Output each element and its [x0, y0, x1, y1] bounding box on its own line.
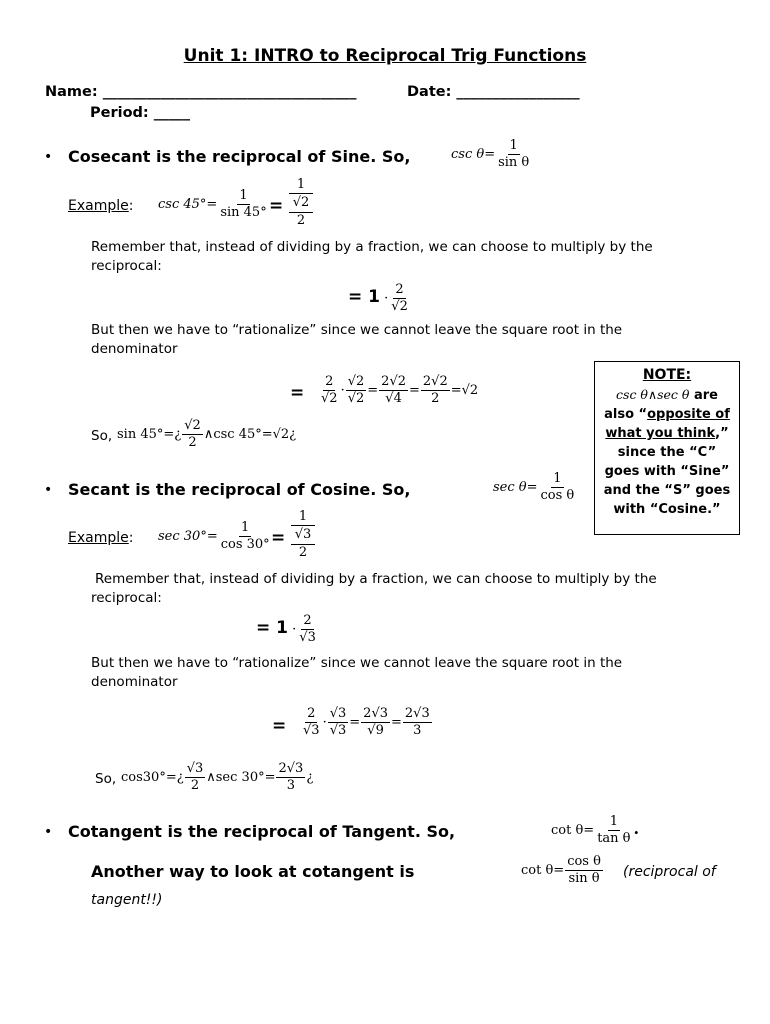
- cot-alt-definition: [521, 854, 604, 887]
- sec-def-num: 1: [553, 471, 562, 486]
- sec-mult-dot: ·: [292, 622, 297, 637]
- csc-mult-dot: ·: [384, 291, 389, 306]
- sec-rat-f1-den: √3: [303, 723, 320, 738]
- sec-rat-f3-den: √9: [367, 723, 384, 738]
- csc-ex-lhs: csc 45°=: [158, 197, 218, 212]
- csc-rat-e2: =: [409, 383, 420, 398]
- sec-mult-eq: = 1: [256, 618, 288, 638]
- csc-ex-num: 1: [239, 188, 248, 203]
- cot-tangent-note: tangent!!): [91, 892, 163, 908]
- csc-ex-den: sin 45°: [220, 205, 267, 220]
- cot-def-lhs: cot θ=: [551, 823, 595, 838]
- sec-rat-f4-num: 2√3: [404, 706, 430, 721]
- note-heading: NOTE:: [642, 367, 692, 383]
- sec-rat-f2-num: √3: [329, 706, 347, 721]
- sec-def-lhs: sec θ=: [493, 480, 538, 495]
- cot-alt-lhs: cot θ=: [521, 863, 565, 878]
- csc-so-den: 2: [188, 435, 197, 450]
- name-field-label: Name: ___________________________________: [45, 84, 357, 100]
- csc-example-colon: :: [128, 198, 134, 214]
- csc-def-lhs: csc θ=: [451, 147, 496, 162]
- csc-rationalize-text: But then we have to “rationalize” since we cannot leave the square root in the denominator: [91, 322, 623, 357]
- csc-def-den: sin θ: [498, 155, 530, 170]
- sec-so-mid: ∧sec 30°=: [206, 770, 276, 785]
- sec-so-num2: 2√3: [278, 761, 304, 776]
- sec-def-den: cos θ: [540, 488, 575, 503]
- csc-mult-num: 2: [395, 282, 404, 297]
- csc-ex-complex-frac: [289, 177, 313, 229]
- sec-rat-f1-num: 2: [307, 706, 316, 721]
- csc-multiply-expr: [348, 282, 411, 315]
- csc-so-num: √2: [184, 418, 201, 433]
- sec-ex-r-den-den: 2: [298, 545, 308, 560]
- bullet-csc: •: [44, 149, 53, 165]
- bullet-cot: •: [44, 824, 53, 840]
- cot-heading: Cotangent is the reciprocal of Tangent. So,: [68, 822, 456, 841]
- sec-rat-f2-den: √3: [329, 723, 347, 738]
- sec-rationalize-expr: [300, 706, 433, 739]
- sec-ex-r-num: 1: [291, 509, 315, 526]
- sec-so-end: ¿: [306, 770, 314, 785]
- csc-rat-f2-num: √2: [347, 374, 365, 389]
- csc-rat-f1-num: 2: [325, 374, 334, 389]
- csc-so-rhs: ∧csc 45°=√2¿: [203, 427, 297, 442]
- note-underlined: opposite of what you think: [605, 407, 730, 441]
- note-text1: are also “: [604, 388, 718, 422]
- csc-rat-f4-num: 2√2: [422, 374, 448, 389]
- sec-rat-f4-den: 3: [413, 723, 422, 738]
- sec-ex-den: cos 30°: [220, 537, 270, 552]
- note-body: [595, 385, 739, 519]
- sec-mult-den: √3: [299, 630, 316, 645]
- csc-example-label-wrap: [68, 198, 133, 214]
- period-field-label: Period: _____: [90, 105, 191, 121]
- csc-example-expr: [158, 188, 270, 221]
- note-math: csc θ∧sec θ: [616, 387, 690, 402]
- cot-def-num: 1: [609, 814, 618, 829]
- csc-ex-r-den-num: √2: [289, 194, 313, 213]
- csc-rat-dot: ·: [340, 383, 345, 398]
- sec-so-label: So,: [95, 771, 117, 787]
- csc-ex-r-den-den: 2: [296, 213, 306, 228]
- sec-so-num: √3: [186, 761, 204, 776]
- csc-so-expr: [117, 418, 296, 451]
- sec-rat-dot: ·: [322, 715, 327, 730]
- sec-definition: [493, 471, 577, 504]
- csc-ex-eq: =: [269, 196, 284, 216]
- cot-definition: [551, 814, 639, 847]
- csc-rat-f3-den: √4: [385, 391, 402, 406]
- csc-def-num: 1: [509, 138, 518, 153]
- sec-rat-f3-num: 2√3: [363, 706, 388, 721]
- csc-heading: Cosecant is the reciprocal of Sine. So,: [68, 147, 411, 166]
- csc-rat-eq: =: [290, 383, 305, 403]
- csc-rat-f3-num: 2√2: [381, 374, 406, 389]
- sec-rationalize-text: But then we have to “rationalize” since we cannot leave the square root in the denominator: [91, 655, 623, 690]
- csc-so-label: So,: [91, 428, 113, 444]
- csc-ex-r-num: 1: [289, 177, 313, 194]
- page-title: Unit 1: INTRO to Reciprocal Trig Functions: [183, 46, 587, 66]
- sec-example-label: Example: [68, 530, 129, 546]
- csc-rat-f4-den: 2: [431, 391, 440, 406]
- date-field-label: Date: _________________: [407, 84, 580, 100]
- sec-so-den: 2: [190, 778, 200, 793]
- csc-rationalize-expr: [318, 374, 478, 407]
- cot-def-den: tan θ: [597, 831, 631, 846]
- sec-ex-num: 1: [241, 520, 250, 535]
- csc-rat-e1: =: [367, 383, 379, 398]
- csc-rat-f2-den: √2: [347, 391, 365, 406]
- sec-ex-r-den-num: √3: [291, 526, 315, 545]
- cot-reciprocal-note: (reciprocal of: [623, 864, 716, 880]
- sec-mult-num: 2: [303, 613, 312, 628]
- cot-another-way: Another way to look at cotangent is: [91, 862, 415, 881]
- csc-mult-den: √2: [391, 299, 408, 314]
- csc-so-lhs: sin 45°=¿: [117, 427, 182, 442]
- sec-ex-eq: =: [271, 528, 286, 548]
- sec-multiply-expr: [256, 613, 319, 646]
- cot-alt-num: cos θ: [567, 854, 601, 869]
- sec-ex-complex-frac: [291, 509, 315, 561]
- sec-rat-e2: =: [391, 715, 402, 730]
- sec-example-expr: [158, 520, 273, 553]
- csc-remember-text: Remember that, instead of dividing by a fraction, we can choose to multiply by the reciprocal:: [91, 239, 653, 274]
- sec-so-den2: 3: [286, 778, 296, 793]
- sec-remember-text: Remember that, instead of dividing by a fraction, we can choose to multiply by the reciprocal:: [91, 571, 657, 606]
- csc-rat-e3: =√2: [450, 383, 479, 398]
- sec-ex-lhs: sec 30°=: [158, 529, 218, 544]
- cot-def-period: .: [633, 819, 640, 838]
- note-box: [594, 361, 740, 535]
- sec-rat-eq: =: [272, 716, 287, 736]
- csc-mult-eq: = 1: [348, 287, 380, 307]
- csc-definition: [451, 138, 532, 171]
- bullet-sec: •: [44, 482, 53, 498]
- sec-so-expr: [121, 761, 313, 794]
- note-text2: ,” since the “C” goes with “Sine” and the “S” goes with “Cosine.”: [603, 426, 731, 517]
- sec-rat-e1: =: [349, 715, 361, 730]
- sec-so-lhs: cos30°=¿: [121, 770, 184, 785]
- sec-heading: Secant is the reciprocal of Cosine. So,: [68, 480, 411, 499]
- csc-rat-f1-den: √2: [321, 391, 338, 406]
- cot-alt-den: sin θ: [568, 871, 600, 886]
- sec-example-colon: :: [128, 530, 134, 546]
- csc-example-label: Example: [68, 198, 129, 214]
- sec-example-label-wrap: [68, 530, 133, 546]
